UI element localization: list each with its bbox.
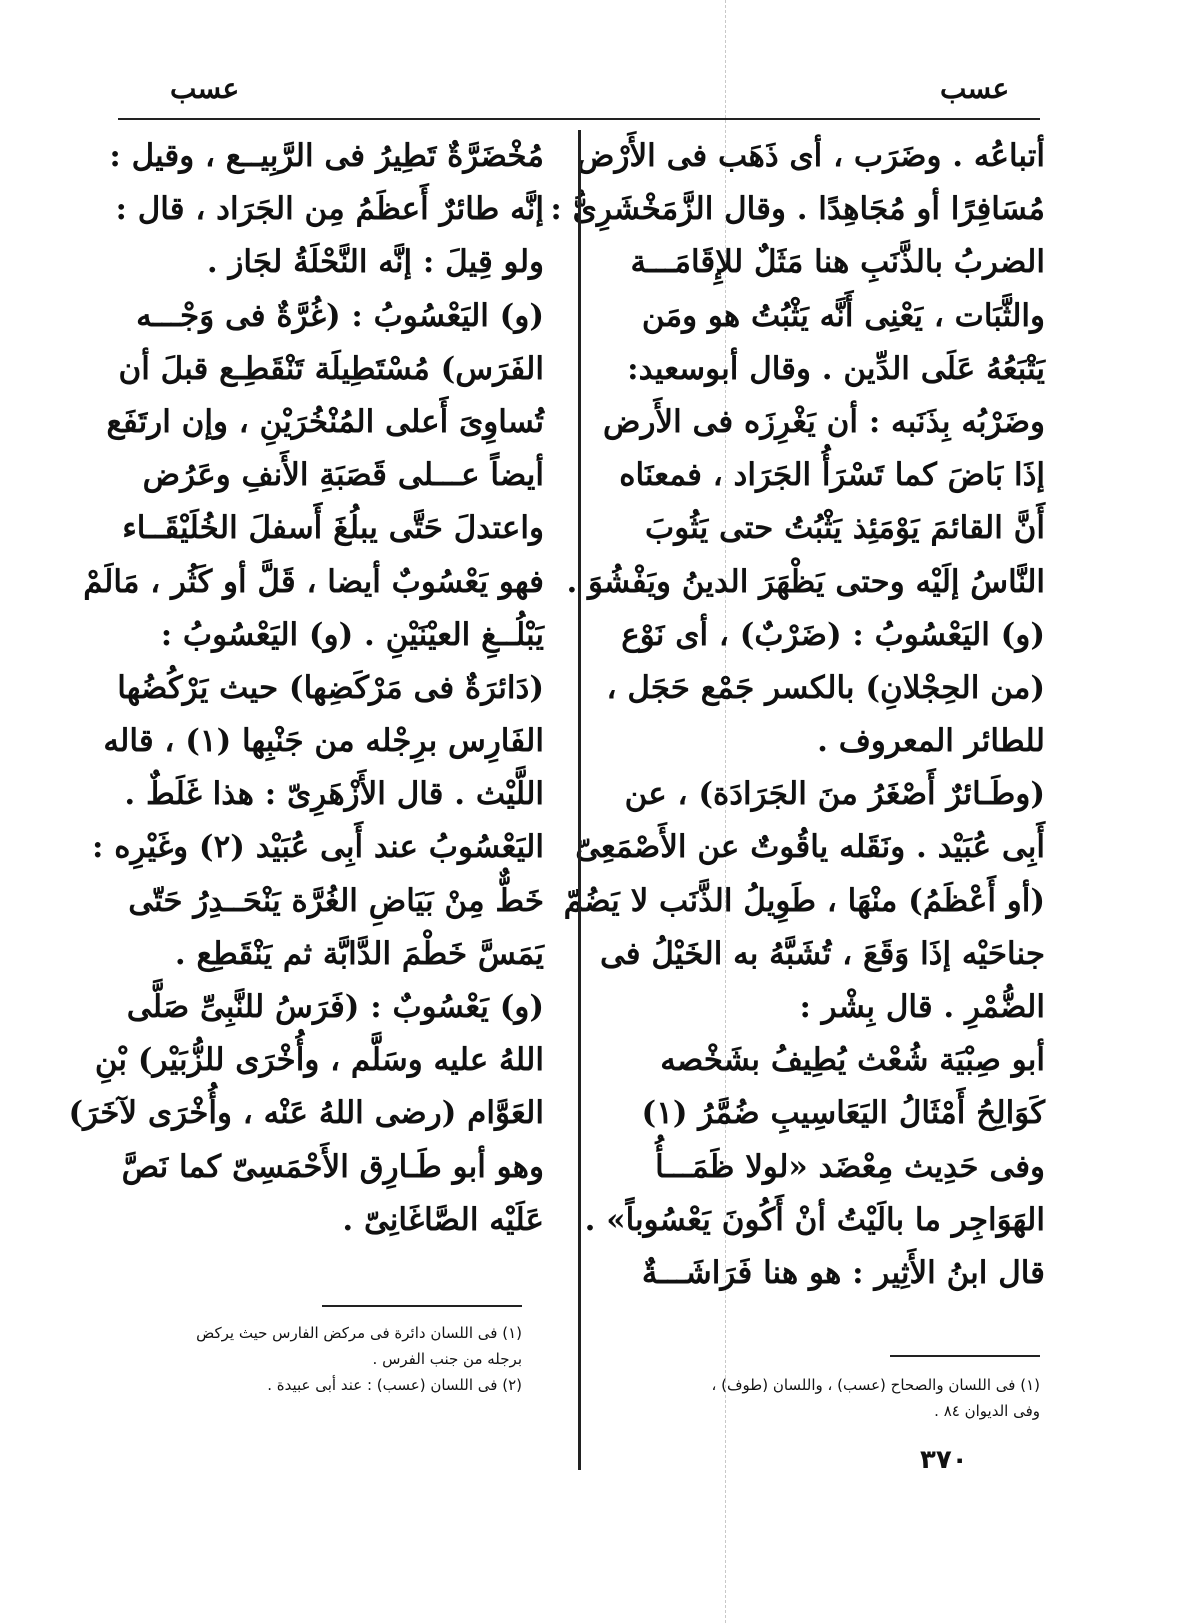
right-column	[550, 130, 1045, 1300]
text-line: تُساوِىَ أَعلى المُنْخُرَيْنِ ، وإن ارتَفَع	[106, 403, 544, 440]
text-line: الضُّمْرِ . قال بِشْر :	[799, 989, 1045, 1025]
column-divider	[578, 130, 581, 1470]
text-line: أَبِى عُبَيْد . ونَقَله ياقُوتٌ عن الأَصْمَعِىّ	[575, 829, 1045, 866]
footnote-continuation: وفى الديوان ٨٤ .	[934, 1402, 1040, 1420]
footnotes-left	[100, 1320, 522, 1398]
text-line: وهو أبو طَـارِق الأَحْمَسِىّ كما نَصَّ	[121, 1148, 544, 1185]
text-line: مُخْضَرَّةٌ تَطِيرُ فى الرَّبِيــع ، وقيل :	[109, 138, 544, 174]
header-rule	[118, 118, 1040, 120]
text-line: مُسَافِرًا أو مُجَاهِدًا . وقال الزَّمَخْشَرِىُّ :	[550, 191, 1045, 228]
footnote-rule-right	[890, 1355, 1040, 1357]
text-line: (أو أَعْظَمُ) منْهَا ، طَوِيلُ الذَّنَب لا يَضُمّ	[563, 882, 1045, 919]
footnotes-right	[711, 1372, 1040, 1424]
text-line: أيضاً عـــلى قَصَبَةِ الأَنفِ وعَرُض	[142, 457, 544, 494]
text-line: يَبْلُــغِ العيْنَيْنِ . (و) اليَعْسُوبُ :	[160, 616, 544, 653]
left-column	[68, 130, 544, 1247]
text-line: ولو قِيلَ : إنَّه النَّحْلَةُ لجَاز .	[206, 244, 544, 281]
text-line: وضَرْبُه بِذَنَبه : أن يَغْرِزَه فى الأَرض	[602, 403, 1045, 440]
text-line: (و) اليَعْسُوبُ : (غُرَّةٌ فى وَجْـــه	[136, 297, 544, 334]
text-line: (دَائرَةٌ فى مَرْكَضِها) حيث يَرْكُضُها	[117, 669, 544, 706]
text-line: كَوَالِحُ أَمْثَالُ اليَعَاسِيبِ ضُمَّرُ (١)	[641, 1095, 1045, 1132]
text-line: خَطٌّ مِنْ بَيَاضِ الغُرَّة يَنْحَــدِرُ حَتّى	[128, 882, 544, 919]
text-line: (وطَـائرٌ أَصْغَرُ منَ الجَرَادَة) ، عن	[624, 776, 1045, 813]
text-line: واعتدلَ حَتَّى يبلُغَ أَسفلَ الخُلَيْقَــاء	[122, 510, 544, 547]
text-line: الفَارِس برِجْله من جَنْبِها (١) ، قاله	[103, 723, 544, 760]
text-line: إنَّه طائرٌ أَعظَمُ مِن الجَرَاد ، قال :	[115, 191, 544, 228]
text-line: قال ابنُ الأَثِير : هو هنا فَرَاشَـــةٌ	[641, 1254, 1045, 1291]
text-line: للطائر المعروف .	[817, 723, 1045, 760]
footnote: (١) فى اللسان دائرة فى مركض الفارس حيث يركض	[196, 1324, 522, 1342]
text-line: يَمَسَّ خَطْمَ الدَّابَّة ثم يَنْقَطِع .	[174, 935, 544, 972]
footnote: (٢) فى اللسان (عسب) : عند أبى عبيدة .	[267, 1376, 522, 1394]
page-number: ٣٧٠	[920, 1445, 968, 1475]
text-line: الفَرَس) مُسْتَطِيلَة تَنْقَطِـع قبلَ أن	[118, 350, 544, 387]
text-line: النَّاسُ إلَيْه وحتى يَظْهَرَ الدينُ ويَفْشُوَ .	[566, 563, 1045, 600]
text-line: يَتْبَعُهُ عَلَى الدِّين . وقال أبوسعيد:	[627, 350, 1045, 387]
text-line: اللَّيْث . قال الأَزْهَرِىّ : هذا غَلَطٌ .	[124, 776, 544, 813]
text-line: (و) يَعْسُوبٌ : (فَرَسُ للنَّبِىِّ صَلَّى	[126, 989, 544, 1025]
text-line: اللهُ عليه وسَلَّم ، وأُخْرَى للزُّبَيْر) بْنِ	[94, 1042, 544, 1079]
text-line: أَنَّ القائمَ يَوْمَئِذ يَثْبُتُ حتى يَثُوبَ	[645, 510, 1045, 547]
footnote-continuation: برجله من جنب الفرس .	[372, 1350, 522, 1368]
text-line: العَوَّام (رضى اللهُ عَنْه ، وأُخْرَى لآخَرَ)	[68, 1095, 544, 1132]
text-line: أتباعُه . وضَرَب ، أى ذَهَب فى الأَرْض	[577, 138, 1045, 174]
text-line: وفى حَدِيث مِعْضَد «لولا ظَمَـــأُ	[655, 1148, 1045, 1185]
running-header-right: عسب	[940, 72, 1010, 105]
text-line: أبو صِبْيَة شُعْث يُطِيفُ بشَخْصه	[660, 1042, 1045, 1079]
text-line: الضربُ بالذَّنَبِ هنا مَثَلٌ للإِقَامَـــة	[630, 244, 1045, 281]
text-line: (من الحِجْلانِ) بالكسر جَمْع حَجَل ،	[606, 669, 1045, 706]
text-line: الهَوَاجِر ما بالَيْتُ أنْ أَكُونَ يَعْسُوباً» .	[584, 1201, 1045, 1238]
text-line: إذَا بَاضَ كما تَسْرَأُ الجَرَاد ، فمعنَاه	[619, 457, 1045, 494]
footnote-rule-left	[322, 1305, 522, 1307]
running-header-left: عسب	[170, 72, 240, 105]
text-line: فهو يَعْسُوبٌ أيضا ، قَلَّ أو كَثُر ، مَالَمْ	[83, 563, 544, 600]
text-line: والثَّبَات ، يَعْنِى أَنَّه يَثْبُتُ هو ومَن	[641, 297, 1045, 334]
footnote: (١) فى اللسان والصحاح (عسب) ، واللسان (طوف) ،	[711, 1376, 1040, 1394]
text-line: (و) اليَعْسُوبُ : (ضَرْبٌ) ، أى نَوْع	[621, 616, 1045, 653]
text-line: اليَعْسُوبُ عند أَبِى عُبَيْد (٢) وغَيْرِه :	[92, 829, 544, 866]
text-line: جناحَيْه إذَا وَقَعَ ، تُشَبَّهُ به الخَيْلُ فى	[599, 935, 1045, 972]
text-line: عَلَيْه الصَّاغَانِىّ .	[342, 1201, 544, 1238]
